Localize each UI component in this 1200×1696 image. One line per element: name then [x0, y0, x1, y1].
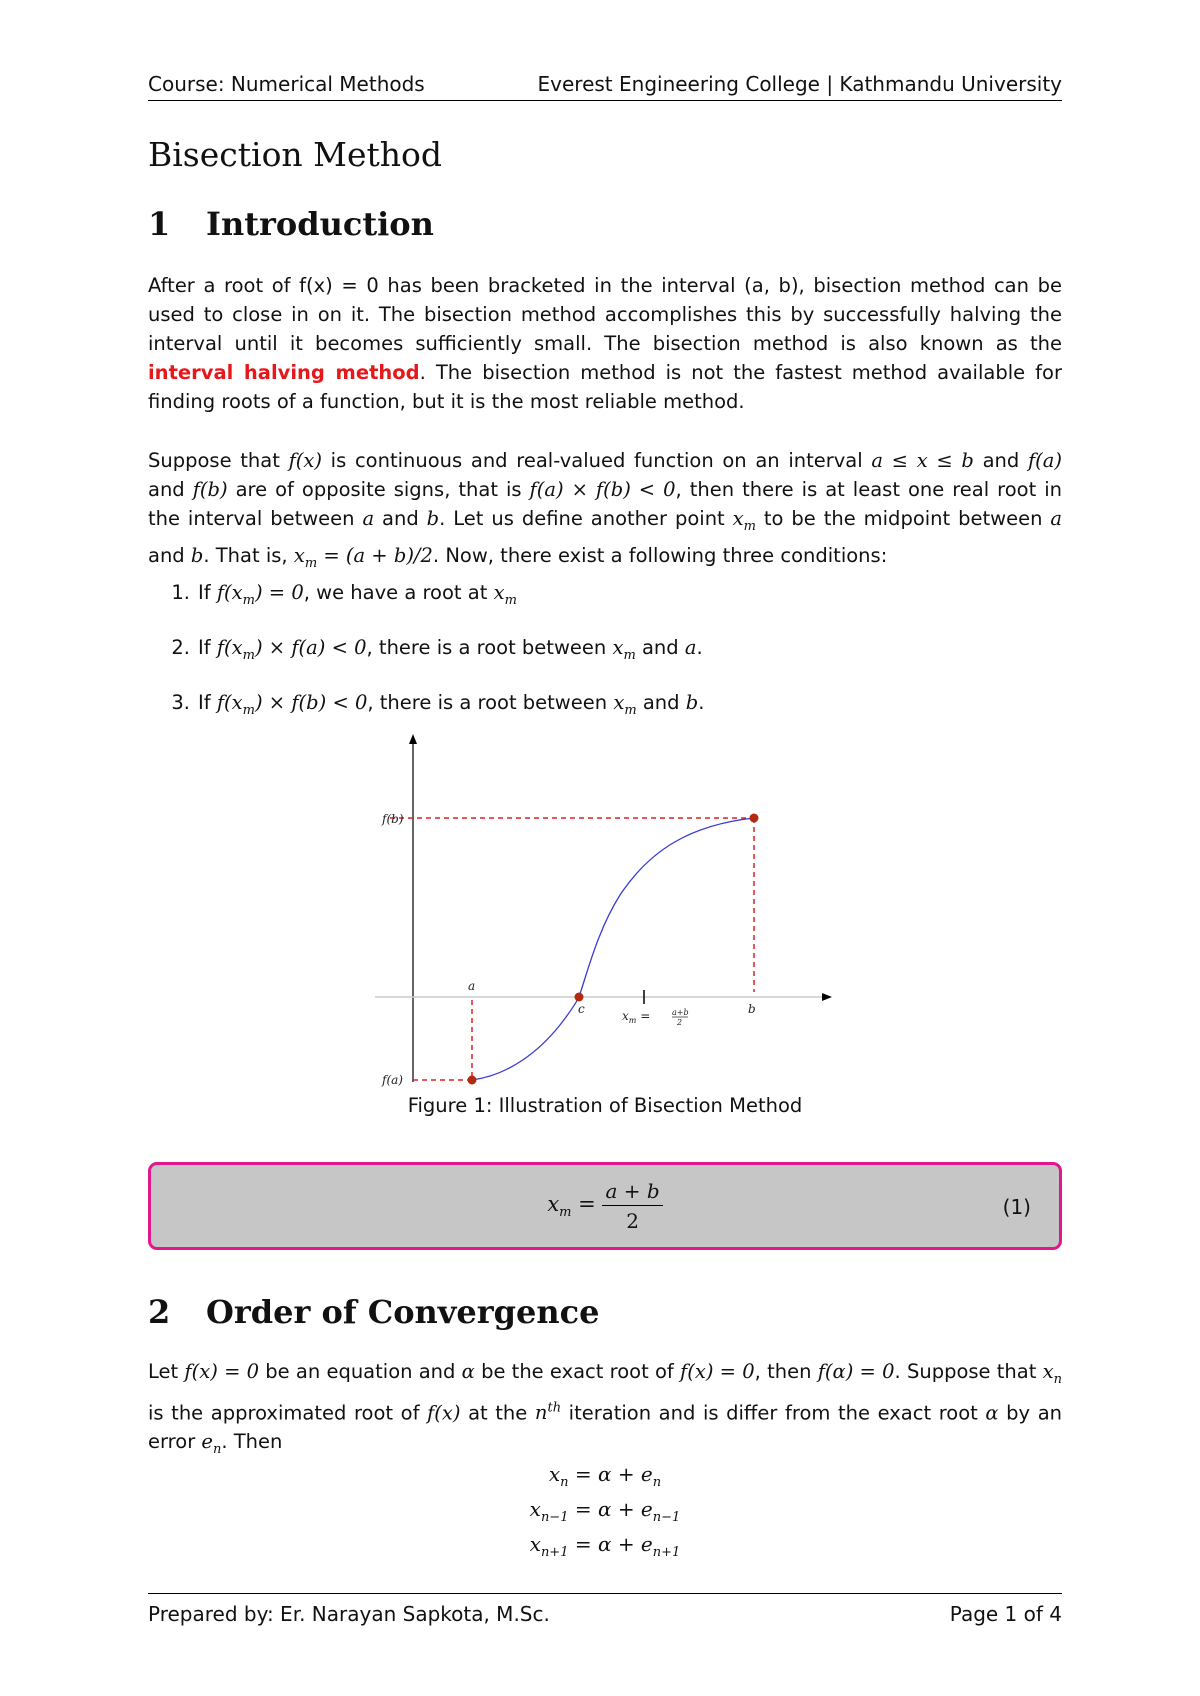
- text-run: at the: [460, 1401, 535, 1425]
- math-sub: m: [623, 647, 636, 663]
- page-footer: [148, 1593, 1062, 1626]
- text-run: . Now, there exist a following three conditions:: [432, 543, 888, 567]
- condition-item: [148, 688, 1062, 725]
- text-run: be an equation and: [259, 1360, 462, 1383]
- label-xm: [622, 1009, 650, 1025]
- math-sub: m: [504, 592, 517, 608]
- section-heading-introduction: [148, 205, 1062, 243]
- math-sub: n+1: [540, 1545, 569, 1560]
- conditions-list: [148, 578, 1062, 725]
- math-rhs: = α + e: [568, 1462, 653, 1486]
- section-title: Introduction: [206, 205, 434, 243]
- math-expr: [216, 690, 368, 718]
- math-part: ) × f(b) < 0: [254, 690, 368, 714]
- math-var: [613, 690, 637, 718]
- math-sub: n−1: [652, 1510, 681, 1525]
- college-name: Everest Engineering College | Kathmandu University: [537, 72, 1062, 96]
- math-expr: f(a) × f(b) < 0: [529, 478, 676, 501]
- math-sub: n+1: [652, 1545, 681, 1560]
- figure-caption: Figure 1: Illustration of Bisection Method: [407, 1094, 803, 1117]
- eq-numerator: a + b: [602, 1179, 662, 1206]
- x-axis-arrow-icon: [822, 993, 832, 1001]
- text-run: iteration and is differ from the exact root: [561, 1401, 986, 1425]
- equation-box: [148, 1162, 1062, 1250]
- math-expr: f(α) = 0: [817, 1360, 895, 1383]
- equation-line: [148, 1497, 1062, 1525]
- text-run: and: [636, 690, 686, 714]
- convergence-paragraph: [148, 1357, 1062, 1464]
- text-run: , there is a root between: [366, 635, 613, 659]
- equation-1: [151, 1179, 1059, 1233]
- point-c: [575, 993, 584, 1002]
- math-var: α: [985, 1401, 999, 1425]
- math-rhs: = (a + b)/2: [317, 543, 433, 567]
- eq-lhs: [547, 1191, 603, 1221]
- math-expr: f(x) = 0: [184, 1360, 260, 1383]
- text-run: is the approximated root of: [148, 1401, 428, 1425]
- section-number: 2: [148, 1293, 171, 1331]
- function-curve: [472, 818, 754, 1080]
- math-var: [612, 635, 636, 663]
- math-part: f(x: [216, 581, 243, 604]
- list-number: 3.: [171, 690, 190, 714]
- text-run: and: [635, 635, 685, 659]
- text-run: , we have a root at: [303, 581, 494, 604]
- section-number: 1: [148, 205, 171, 243]
- math-expr: f(x) = 0: [680, 1360, 755, 1383]
- math-part: ) = 0: [254, 581, 304, 604]
- math-expr: a ≤ x ≤ b: [871, 449, 974, 472]
- math-sub: m: [242, 592, 255, 608]
- condition-item: [148, 578, 1062, 615]
- math-sub: n: [212, 1442, 222, 1458]
- text-run: . Then: [221, 1430, 283, 1454]
- math-var: [732, 507, 756, 534]
- math-sub: m: [743, 518, 756, 534]
- math-expr: [216, 635, 367, 663]
- list-number: 1.: [171, 581, 190, 604]
- math-var: b: [190, 543, 204, 567]
- label-xm-base: x: [622, 1009, 629, 1023]
- math-sup: th: [547, 1400, 562, 1416]
- math-sub: n: [652, 1475, 662, 1490]
- math-sub: m: [242, 702, 255, 718]
- bisection-figure: [360, 730, 840, 1092]
- math-var: [201, 1430, 222, 1458]
- text-run: If: [198, 690, 217, 714]
- text-run: . The bisection method is not the fastest method available for finding roots of a function, but it is the most reliable method.: [148, 361, 1062, 413]
- eq-lhs-base: x: [547, 1191, 560, 1216]
- text-run: are of opposite signs, that is: [227, 478, 530, 501]
- math-expr: f(x): [288, 449, 322, 472]
- label-xm-frac-den: 2: [677, 1018, 683, 1027]
- math-expr: [293, 543, 433, 571]
- math-base: x: [548, 1462, 561, 1486]
- section-title: Order of Convergence: [206, 1293, 600, 1331]
- text-run: Let: [148, 1360, 185, 1383]
- math-base: x: [613, 690, 625, 714]
- eq-equals: =: [571, 1191, 603, 1216]
- text-run: Suppose that: [148, 449, 289, 472]
- math-sub: n: [1053, 1371, 1062, 1387]
- course-name: Course: Numerical Methods: [148, 72, 425, 96]
- label-fb: f(b): [382, 812, 404, 826]
- text-run: If: [198, 635, 217, 659]
- math-var: α: [461, 1360, 475, 1383]
- error-equations: [148, 1462, 1062, 1562]
- math-expr: f(a): [1027, 449, 1063, 472]
- text-run: After a root of f(x) = 0 has been bracketed in the interval (a, b), bisection method can be used to close in on it. The bisection method accomplishes this by successfully halving the interval until it becomes sufficiently small. The bisection method is also known as the: [148, 274, 1062, 355]
- math-sub: n: [560, 1475, 569, 1490]
- math-var: [1042, 1360, 1062, 1387]
- author-credit: Prepared by: Er. Narayan Sapkota, M.Sc.: [148, 1602, 550, 1626]
- eq-denominator: 2: [626, 1209, 639, 1233]
- label-a: a: [468, 979, 476, 993]
- text-run: and: [973, 449, 1028, 472]
- math-base: x: [529, 1532, 541, 1556]
- math-base: x: [293, 543, 305, 567]
- equation-number: (1): [1002, 1195, 1031, 1219]
- math-var: b: [685, 690, 699, 714]
- math-sub: m: [624, 702, 637, 718]
- intro-paragraph-1: [148, 271, 1062, 416]
- math-base: e: [201, 1430, 213, 1454]
- text-run: be the exact root of: [474, 1360, 681, 1383]
- math-expr: f(x): [427, 1401, 461, 1425]
- condition-item: [148, 633, 1062, 670]
- equation-line: [148, 1462, 1062, 1490]
- point-fb: [750, 814, 759, 823]
- math-base: x: [493, 581, 505, 604]
- highlight-term: interval halving method: [148, 361, 420, 384]
- eq-fraction: [602, 1179, 662, 1233]
- text-run: is continuous and real-valued function on an interval: [322, 449, 872, 472]
- math-part: f(x: [216, 690, 243, 714]
- document-title: Bisection Method: [148, 135, 443, 174]
- text-run: If: [198, 581, 217, 604]
- label-c: c: [578, 1002, 585, 1016]
- math-rhs: = α + e: [568, 1532, 653, 1556]
- text-run: . That is,: [203, 543, 294, 567]
- math-base: x: [732, 507, 744, 530]
- page-header: [148, 70, 1062, 101]
- text-run: . Let us define another point: [439, 507, 733, 530]
- intro-paragraph-2: [148, 446, 1062, 578]
- label-xm-sub: m: [628, 1016, 637, 1025]
- text-run: , then there is at least one real root in the interval between: [148, 478, 1063, 530]
- label-fa: f(a): [382, 1073, 403, 1087]
- page-number: Page 1 of 4: [949, 1602, 1062, 1626]
- math-sub: n−1: [540, 1510, 569, 1525]
- math-base: n: [534, 1401, 548, 1425]
- text-run: to be the midpoint between: [755, 507, 1051, 530]
- text-run: and: [148, 543, 191, 567]
- text-run: , then: [754, 1360, 818, 1383]
- point-fa: [468, 1076, 477, 1085]
- math-base: x: [612, 635, 624, 659]
- math-var: [535, 1401, 561, 1424]
- math-part: ) × f(a) < 0: [254, 635, 367, 659]
- text-run: . Suppose that: [894, 1360, 1043, 1383]
- math-part: f(x: [216, 635, 243, 659]
- text-run: and: [374, 507, 427, 530]
- math-base: x: [529, 1497, 541, 1521]
- math-var: [493, 581, 517, 608]
- math-rhs: = α + e: [568, 1497, 653, 1521]
- math-sub: m: [242, 647, 255, 663]
- text-run: by an error: [148, 1401, 1062, 1454]
- math-var: a: [1050, 507, 1062, 530]
- text-run: , there is a root between: [367, 690, 614, 714]
- math-base: x: [1042, 1360, 1054, 1383]
- label-xm-eq: =: [636, 1009, 651, 1023]
- y-axis-arrow-icon: [409, 734, 417, 744]
- math-var: a: [362, 507, 375, 530]
- text-run: .: [698, 690, 705, 714]
- math-var: a: [684, 635, 697, 659]
- math-expr: f(b): [192, 478, 228, 501]
- guide-lines: [390, 818, 754, 1080]
- label-xm-frac-num: a+b: [672, 1008, 689, 1017]
- math-sub: m: [304, 555, 318, 571]
- text-run: .: [696, 635, 703, 659]
- text-run: and: [148, 478, 193, 501]
- math-expr: [216, 581, 304, 608]
- section-heading-convergence: [148, 1293, 1062, 1331]
- label-b: b: [748, 1002, 756, 1016]
- math-var: b: [426, 507, 440, 530]
- list-number: 2.: [171, 635, 190, 659]
- eq-lhs-sub: m: [559, 1205, 572, 1221]
- equation-line: [148, 1532, 1062, 1560]
